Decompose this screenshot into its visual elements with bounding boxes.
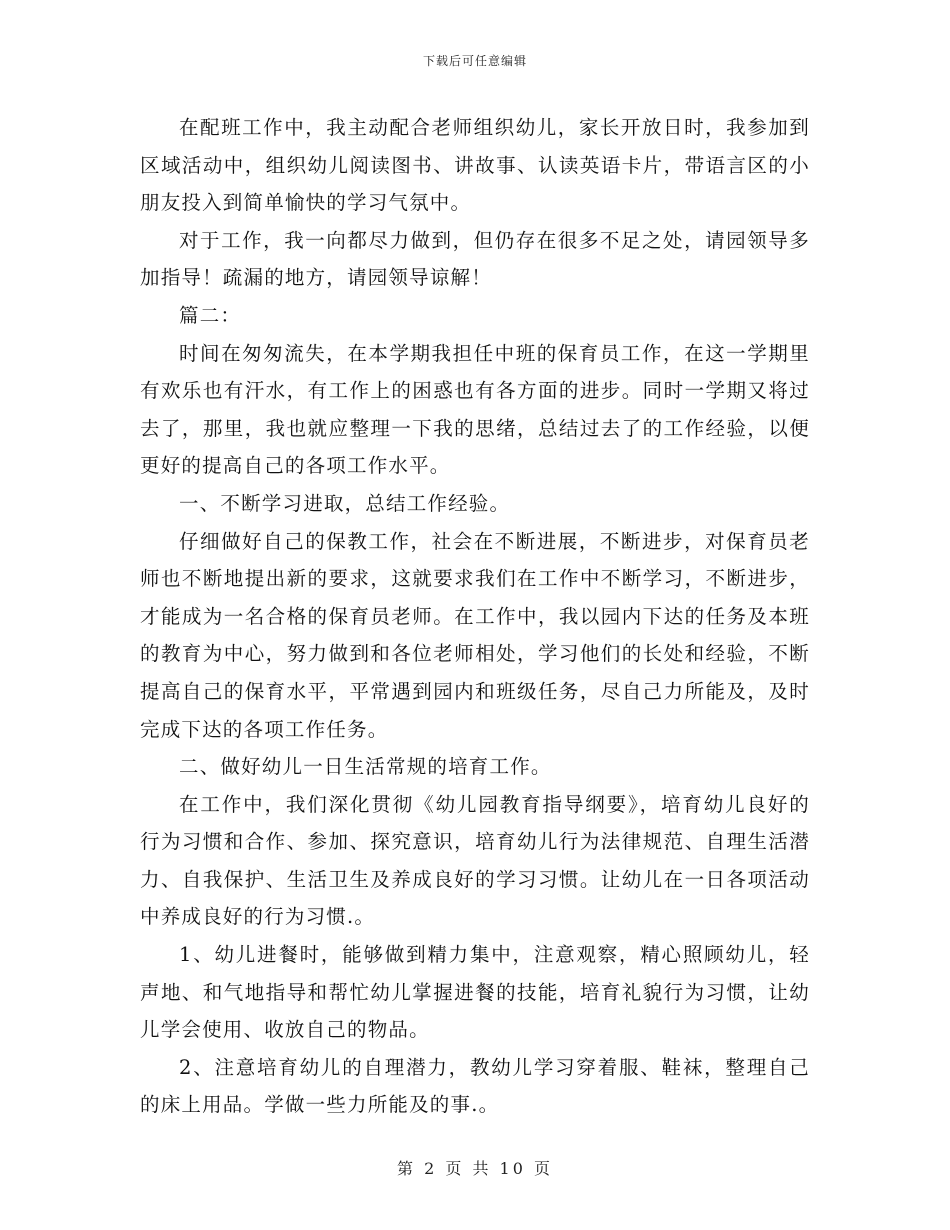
section-heading-part-two: 篇二： [179,303,242,327]
list-item-1: 1、幼儿进餐时，能够做到精力集中，注意观察，精心照顾幼儿，轻声地、和气地指导和帮忙幼儿掌握进餐的技能，培育礼貌行为习惯，让幼儿学会使用、收放自己的物品。 [140,943,810,1042]
paragraph-4: 仔细做好自己的保教工作，社会在不断进展，不断进步，对保育员老师也不断地提出新的要求，这就要求我们在工作中不断学习，不断进步，才能成为一名合格的保育员老师。在工作中，我以园内下达的任务及本班的教育为中心，努力做到和各位老师相处，学习他们的长处和经验，不断提高自己的保育水平，平常遇到园内和班级任务，尽自己力所能及，及时完成下达的各项工作任务。 [140,529,810,741]
page-footer-page-number: 第 2 页 共 10 页 [397,1159,553,1178]
paragraph-2: 对于工作，我一向都尽力做到，但仍存在很多不足之处，请园领导多加指导！疏漏的地方，请园领导谅解！ [140,228,810,290]
paragraph-1: 在配班工作中，我主动配合老师组织幼儿，家长开放日时，我参加到区域活动中，组织幼儿阅读图书、讲故事、认读英语卡片，带语言区的小朋友投入到简单愉快的学习气氛中。 [140,116,810,215]
page-header: 下载后可任意编辑 [422,54,527,68]
list-item-2: 2、注意培育幼儿的自理潜力，教幼儿学习穿着服、鞋袜，整理自己的床上用品。学做一些力所能及的事.。 [140,1055,810,1117]
paragraph-5: 在工作中，我们深化贯彻《幼儿园教育指导纲要》，培育幼儿良好的行为习惯和合作、参加、探究意识，培育幼儿行为法律规范、自理生活潜力、自我保护、生活卫生及养成良好的学习习惯。让幼儿在一日各项活动中养成良好的行为习惯.。 [140,792,810,929]
section-heading-2: 二、做好幼儿一日生活常规的培育工作。 [179,755,552,779]
section-heading-1: 一、不断学习进取，总结工作经验。 [179,491,511,515]
paragraph-3: 时间在匆匆流失，在本学期我担任中班的保育员工作，在这一学期里有欢乐也有汗水，有工作上的困惑也有各方面的进步。同时一学期又将过去了，那里，我也就应整理一下我的思绪，总结过去了的工作经验，以便更好的提高自己的各项工作水平。 [140,341,810,478]
document-body [140,109,810,1124]
